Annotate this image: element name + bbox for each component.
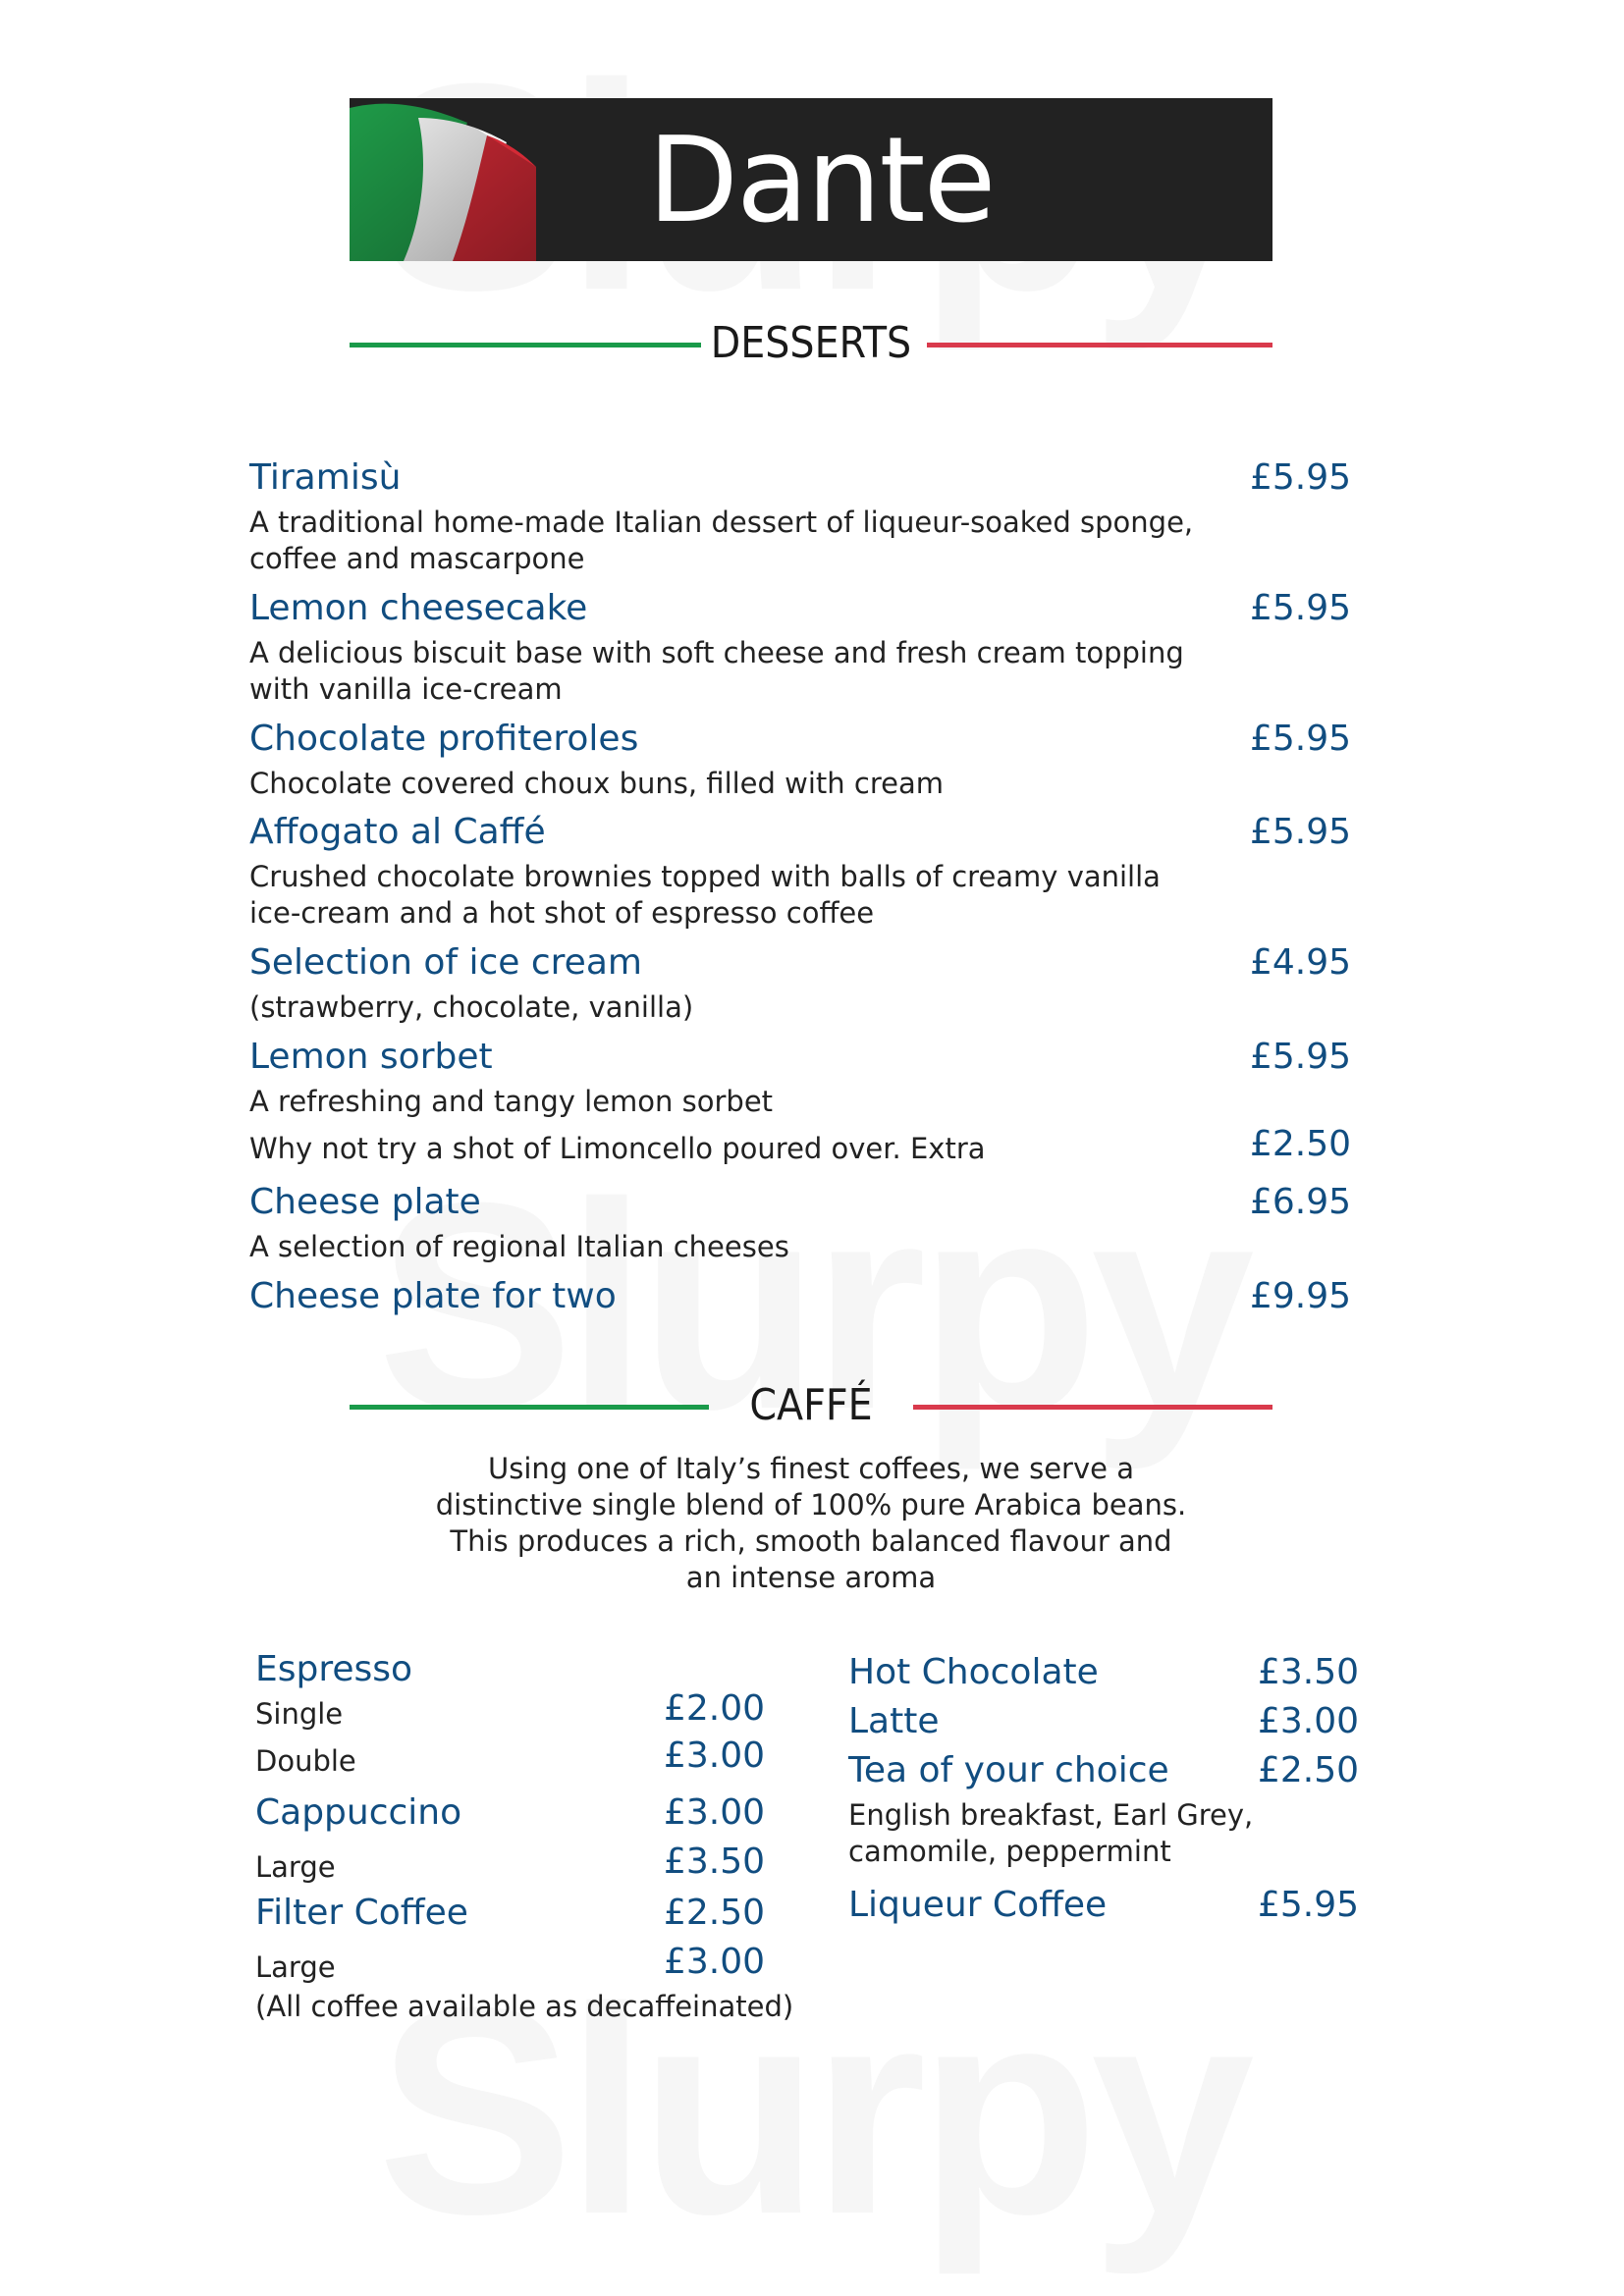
item-description: Chocolate covered choux buns, filled with cream bbox=[249, 767, 944, 800]
item-description: A refreshing and tangy lemon sorbet bbox=[249, 1085, 774, 1118]
item-name: Selection of ice cream bbox=[249, 942, 642, 983]
item-description: A traditional home-made Italian dessert of liqueur-soaked sponge, bbox=[249, 506, 1194, 539]
item-description: coffee and mascarpone bbox=[249, 542, 585, 575]
item-price: £3.50 bbox=[663, 1842, 765, 1882]
caffe-title: CAFFÉ bbox=[749, 1380, 873, 1430]
item-price: £5.95 bbox=[1249, 719, 1351, 759]
intro-line: distinctive single blend of 100% pure Arabica beans. bbox=[435, 1488, 1187, 1522]
item-name: Tiramisù bbox=[249, 457, 402, 498]
item-extra-text: Why not try a shot of Limoncello poured over. Extra bbox=[249, 1132, 986, 1165]
item-price: £5.95 bbox=[1257, 1885, 1359, 1925]
item-description: with vanilla ice-cream bbox=[249, 672, 563, 706]
item-price: £3.00 bbox=[663, 1792, 765, 1833]
item-description: ice-cream and a hot shot of espresso coffee bbox=[249, 896, 875, 930]
item-name: Cheese plate for two bbox=[249, 1276, 617, 1316]
item-name: Espresso bbox=[255, 1649, 413, 1689]
item-price: £5.95 bbox=[1249, 588, 1351, 628]
item-name: Lemon cheesecake bbox=[249, 588, 588, 628]
caffe-intro bbox=[350, 1451, 1272, 1596]
desserts-header bbox=[350, 314, 1272, 373]
item-description: Crushed chocolate brownies topped with balls of creamy vanilla bbox=[249, 860, 1161, 893]
intro-line: an intense aroma bbox=[685, 1561, 937, 1594]
item-price: £2.00 bbox=[663, 1688, 765, 1729]
item-price: £2.50 bbox=[1257, 1750, 1359, 1790]
intro-line: Using one of Italy’s finest coffees, we serve a bbox=[488, 1452, 1134, 1485]
desserts-title: DESSERTS bbox=[710, 318, 912, 368]
item-price: £2.50 bbox=[1249, 1124, 1351, 1164]
item-price: £6.95 bbox=[1249, 1182, 1351, 1222]
item-variant: Single bbox=[255, 1697, 344, 1731]
item-price: £9.95 bbox=[1249, 1276, 1351, 1316]
caffe-header bbox=[350, 1376, 1272, 1435]
item-name: Cappuccino bbox=[255, 1792, 462, 1833]
item-description: English breakfast, Earl Grey, bbox=[848, 1798, 1254, 1832]
watermark-bottom bbox=[0, 1963, 1624, 2258]
item-price: £5.95 bbox=[1249, 812, 1351, 852]
decaf-note: (All coffee available as decaffeinated) bbox=[255, 1990, 794, 2023]
item-price: £3.00 bbox=[1257, 1701, 1359, 1741]
item-price: £3.50 bbox=[1257, 1652, 1359, 1692]
item-price: £5.95 bbox=[1249, 457, 1351, 498]
item-variant: Large bbox=[255, 1850, 336, 1884]
item-price: £4.95 bbox=[1249, 942, 1351, 983]
item-description: A selection of regional Italian cheeses bbox=[249, 1230, 789, 1263]
item-name: Liqueur Coffee bbox=[848, 1885, 1108, 1925]
item-description: camomile, peppermint bbox=[848, 1835, 1171, 1868]
item-name: Chocolate profiteroles bbox=[249, 719, 639, 759]
intro-line: This produces a rich, smooth balanced flavour and bbox=[450, 1524, 1172, 1558]
item-description: (strawberry, chocolate, vanilla) bbox=[249, 990, 694, 1024]
header-banner bbox=[350, 98, 1272, 261]
item-variant: Double bbox=[255, 1744, 356, 1778]
item-price: £5.95 bbox=[1249, 1037, 1351, 1077]
item-name: Affogato al Caffé bbox=[249, 812, 546, 852]
item-description: A delicious biscuit base with soft cheese and fresh cream topping bbox=[249, 636, 1184, 669]
item-price: £2.50 bbox=[663, 1893, 765, 1933]
item-name: Lemon sorbet bbox=[249, 1037, 493, 1077]
item-price: £3.00 bbox=[663, 1942, 765, 1982]
item-name: Filter Coffee bbox=[255, 1893, 468, 1933]
item-variant: Large bbox=[255, 1950, 336, 1984]
item-name: Latte bbox=[848, 1701, 940, 1741]
item-name: Cheese plate bbox=[249, 1182, 481, 1222]
item-name: Hot Chocolate bbox=[848, 1652, 1099, 1692]
restaurant-name: Dante bbox=[647, 113, 995, 249]
item-name: Tea of your choice bbox=[848, 1750, 1169, 1790]
item-price: £3.00 bbox=[663, 1735, 765, 1776]
